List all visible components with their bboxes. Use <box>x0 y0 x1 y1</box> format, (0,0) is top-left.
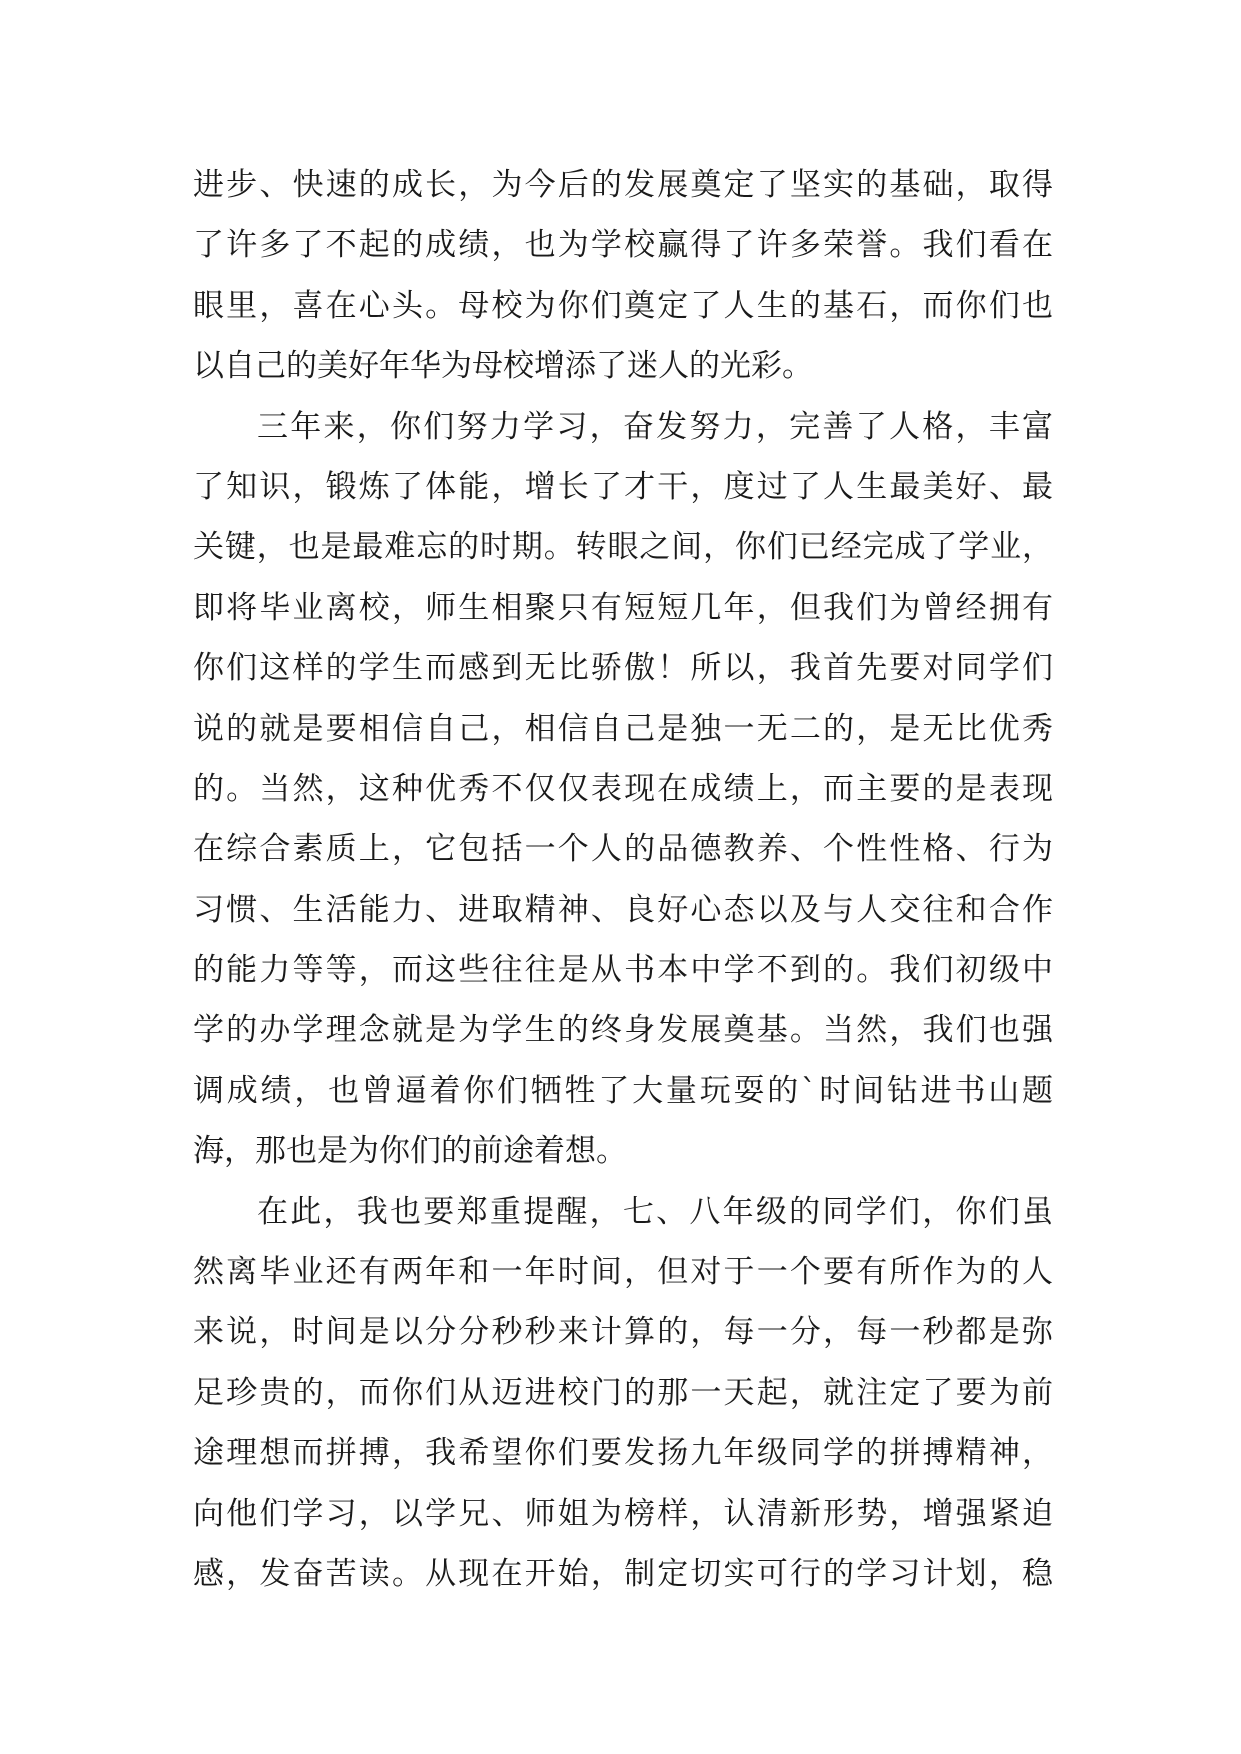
text-line: 说的就是要相信自己，相信自己是独一无二的，是无比优秀 <box>193 710 1053 747</box>
text-line: 即将毕业离校，师生相聚只有短短几年，但我们为曾经拥有 <box>193 589 1053 626</box>
text-line: 来说，时间是以分分秒秒来计算的，每一分，每一秒都是弥 <box>193 1314 1053 1351</box>
text-line: 足珍贵的，而你们从迈进校门的那一天起，就注定了要为前 <box>193 1374 1053 1411</box>
text-line: 途理想而拼搏，我希望你们要发扬九年级同学的拼搏精神， <box>193 1435 1053 1472</box>
text-line: 进步、快速的成长，为今后的发展奠定了坚实的基础，取得 <box>193 167 1053 203</box>
text-line: 眼里，喜在心头。母校为你们奠定了人生的基石，而你们也 <box>193 287 1053 324</box>
text-line: 海，那也是为你们的前途着想。 <box>193 1133 627 1170</box>
text-line: 然离毕业还有两年和一年时间，但对于一个要有所作为的人 <box>193 1254 1053 1291</box>
text-line: 的。当然，这种优秀不仅仅表现在成绩上，而主要的是表现 <box>193 770 1053 807</box>
text-line: 以自己的美好年华为母校增添了迷人的光彩。 <box>193 348 813 385</box>
text-line: 感，发奋苦读。从现在开始，制定切实可行的学习计划，稳 <box>193 1555 1053 1592</box>
text-line: 向他们学习，以学兄、师姐为榜样，认清新形势，增强紧迫 <box>193 1495 1053 1532</box>
text-line: 在此，我也要郑重提醒，七、八年级的同学们，你们虽 <box>257 1193 1053 1230</box>
text-line: 学的办学理念就是为学生的终身发展奠基。当然，我们也强 <box>193 1012 1053 1049</box>
text-line: 你们这样的学生而感到无比骄傲！所以，我首先要对同学们 <box>193 650 1053 687</box>
text-line: 的能力等等，而这些往往是从书本中学不到的。我们初级中 <box>193 952 1053 989</box>
text-line: 关键，也是最难忘的时期。转眼之间，你们已经完成了学业， <box>193 529 1053 566</box>
text-line: 三年来，你们努力学习，奋发努力，完善了人格，丰富 <box>257 408 1053 445</box>
text-line: 在综合素质上，它包括一个人的品德教养、个性性格、行为 <box>193 831 1053 868</box>
text-line: 了许多了不起的成绩，也为学校赢得了许多荣誉。我们看在 <box>193 227 1053 264</box>
text-line: 调成绩，也曾逼着你们牺牲了大量玩耍的`时间钻进书山题 <box>193 1072 1053 1109</box>
body-text <box>193 155 1053 1604</box>
text-line: 习惯、生活能力、进取精神、良好心态以及与人交往和合作 <box>193 891 1053 928</box>
text-line: 了知识，锻炼了体能，增长了才干，度过了人生最美好、最 <box>193 468 1053 505</box>
